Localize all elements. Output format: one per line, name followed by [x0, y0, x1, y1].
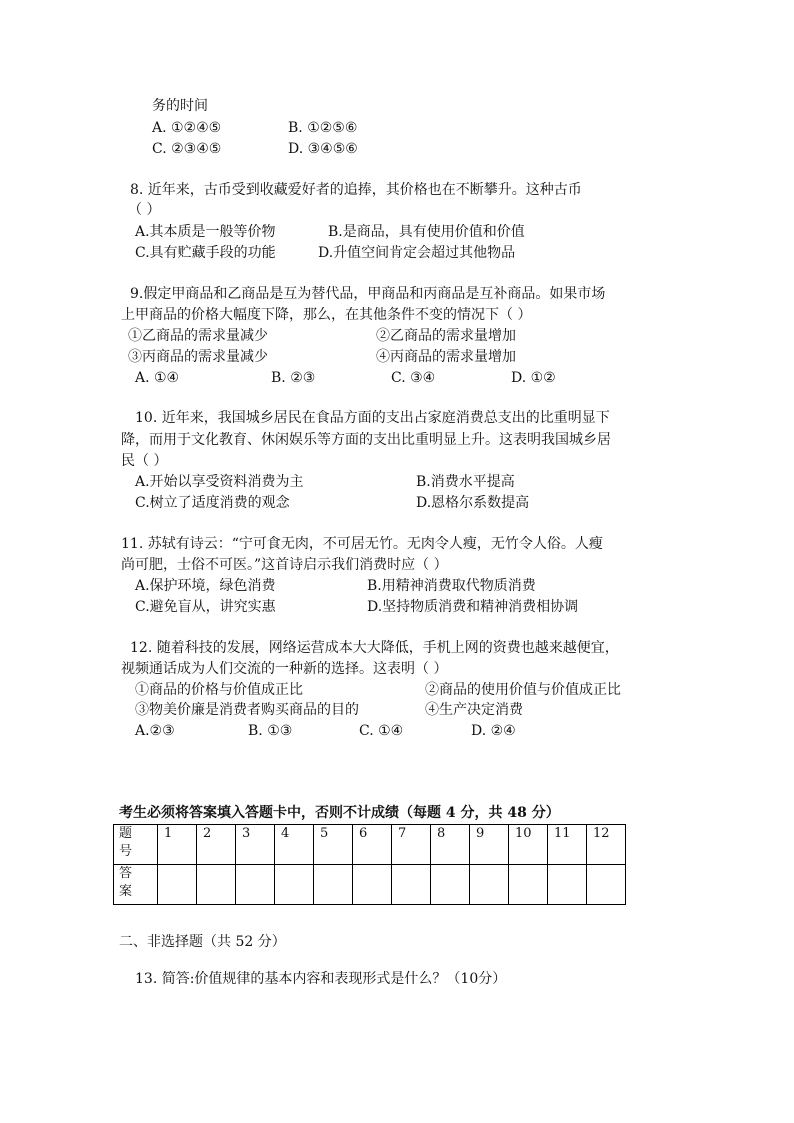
q10-option-a: A.开始以享受资料消费为主	[135, 474, 304, 490]
q9-option-d: D. ①②	[511, 370, 556, 386]
answer-cell[interactable]	[587, 865, 626, 905]
q9-item-4: ④丙商品的需求量增加	[376, 349, 516, 365]
q8-option-d: D.升值空间肯定会超过其他物品	[318, 245, 516, 261]
answer-cell[interactable]	[548, 865, 587, 905]
question-number-cell: 4	[275, 825, 314, 865]
q13-text: 13. 简答:价值规律的基本内容和表现形式是什么？（10分）	[135, 971, 507, 987]
q11-stem-line1: 11. 苏轼有诗云：“宁可食无肉，不可居无竹。无肉令人瘦，无竹令人俗。人瘦	[121, 536, 603, 552]
answer-cell[interactable]	[197, 865, 236, 905]
answer-cell[interactable]	[275, 865, 314, 905]
q9-option-a: A. ①④	[135, 370, 180, 386]
q12-option-d: D. ②④	[471, 723, 516, 739]
q10-option-b: B.消费水平提高	[416, 474, 515, 490]
answer-card-answer-row	[114, 865, 626, 905]
question-number-cell: 3	[236, 825, 275, 865]
answer-cell[interactable]	[314, 865, 353, 905]
q10-option-c: C.树立了适度消费的观念	[135, 495, 290, 511]
q9-item-3: ③丙商品的需求量减少	[128, 349, 268, 365]
question-number-cell: 9	[470, 825, 509, 865]
q7-option-c: C. ②③④⑤	[152, 141, 222, 157]
question-number-cell: 11	[548, 825, 587, 865]
question-number-cell: 5	[314, 825, 353, 865]
q10-stem-line3: 民（ ）	[121, 453, 168, 469]
answer-card-table	[113, 824, 626, 905]
q12-item-3: ③物美价廉是消费者购买商品的目的	[135, 702, 359, 718]
question-number-cell: 6	[353, 825, 392, 865]
answer-cell[interactable]	[353, 865, 392, 905]
question-number-cell: 1	[158, 825, 197, 865]
q12-item-4: ④生产决定消费	[425, 702, 523, 718]
answer-cell[interactable]	[431, 865, 470, 905]
question-number-cell: 12	[587, 825, 626, 865]
q12-option-c: C. ①④	[359, 723, 404, 739]
q9-item-2: ②乙商品的需求量增加	[376, 328, 516, 344]
q11-option-c: C.避免盲从，讲究实惠	[135, 599, 276, 615]
q8-stem-line1: 8. 近年来，古币受到收藏爱好者的追捧，其价格也在不断攀升。这种古币	[130, 182, 582, 198]
q11-stem-line2: 尚可肥，士俗不可医。”这首诗启示我们消费时应（ ）	[121, 557, 448, 573]
answer-cell[interactable]	[509, 865, 548, 905]
q8-option-a: A.其本质是一般等价物	[135, 224, 276, 240]
question-number-cell: 2	[197, 825, 236, 865]
q11-option-a: A.保护环境，绿色消费	[135, 578, 276, 594]
answer-cell[interactable]	[236, 865, 275, 905]
answer-cell[interactable]	[158, 865, 197, 905]
row-header-number: 题 号	[114, 825, 158, 865]
q12-option-b: B. ①③	[248, 723, 293, 739]
answer-cell[interactable]	[470, 865, 509, 905]
q9-option-c: C. ③④	[391, 370, 436, 386]
q9-stem-line2: 上甲商品的价格大幅度下降，那么，在其他条件不变的情况下（ ）	[121, 307, 532, 323]
q12-stem-line1: 12. 随着科技的发展，网络运营成本大大降低，手机上网的资费也越来越便宜，	[130, 640, 619, 656]
q10-stem-line2: 降，而用于文化教育、休闲娱乐等方面的支出比重明显上升。这表明我国城乡居	[121, 432, 611, 448]
answer-card-number-row	[114, 825, 626, 865]
q9-stem-line1: 9.假定甲商品和乙商品是互为替代品，甲商品和丙商品是互补商品。如果市场	[130, 286, 606, 302]
q7-option-b: B. ①②⑤⑥	[288, 120, 358, 136]
q8-stem-line2: （ ）	[128, 202, 161, 218]
q10-option-d: D.恩格尔系数提高	[416, 495, 530, 511]
q7-option-d: D. ③④⑤⑥	[288, 141, 358, 157]
q8-option-c: C.具有贮藏手段的功能	[135, 245, 276, 261]
q11-option-d: D.坚持物质消费和精神消费相协调	[367, 599, 579, 615]
q7-tail: 务的时间	[152, 98, 208, 114]
q8-option-b: B.是商品，具有使用价值和价值	[328, 224, 525, 240]
answer-cell[interactable]	[392, 865, 431, 905]
row-header-answer: 答 案	[114, 865, 158, 905]
q7-option-a: A. ①②④⑤	[152, 120, 222, 136]
question-number-cell: 7	[392, 825, 431, 865]
question-number-cell: 8	[431, 825, 470, 865]
q12-stem-line2: 视频通话成为人们交流的一种新的选择。这表明（ ）	[121, 661, 448, 677]
q12-item-2: ②商品的使用价值与价值成正比	[425, 682, 621, 698]
q9-option-b: B. ②③	[271, 370, 316, 386]
q12-option-a: A.②③	[135, 723, 175, 739]
q12-item-1: ①商品的价格与价值成正比	[135, 682, 303, 698]
answer-card-instruction: 考生必须将答案填入答题卡中，否则不计成绩（每题 4 分，共 48 分）	[119, 805, 560, 821]
q11-option-b: B.用精神消费取代物质消费	[367, 578, 536, 594]
section2-title: 二、非选择题（共 52 分）	[119, 934, 286, 950]
question-number-cell: 10	[509, 825, 548, 865]
q10-stem-line1: 10. 近年来，我国城乡居民在食品方面的支出占家庭消费总支出的比重明显下	[135, 410, 610, 426]
q9-item-1: ①乙商品的需求量减少	[128, 328, 268, 344]
